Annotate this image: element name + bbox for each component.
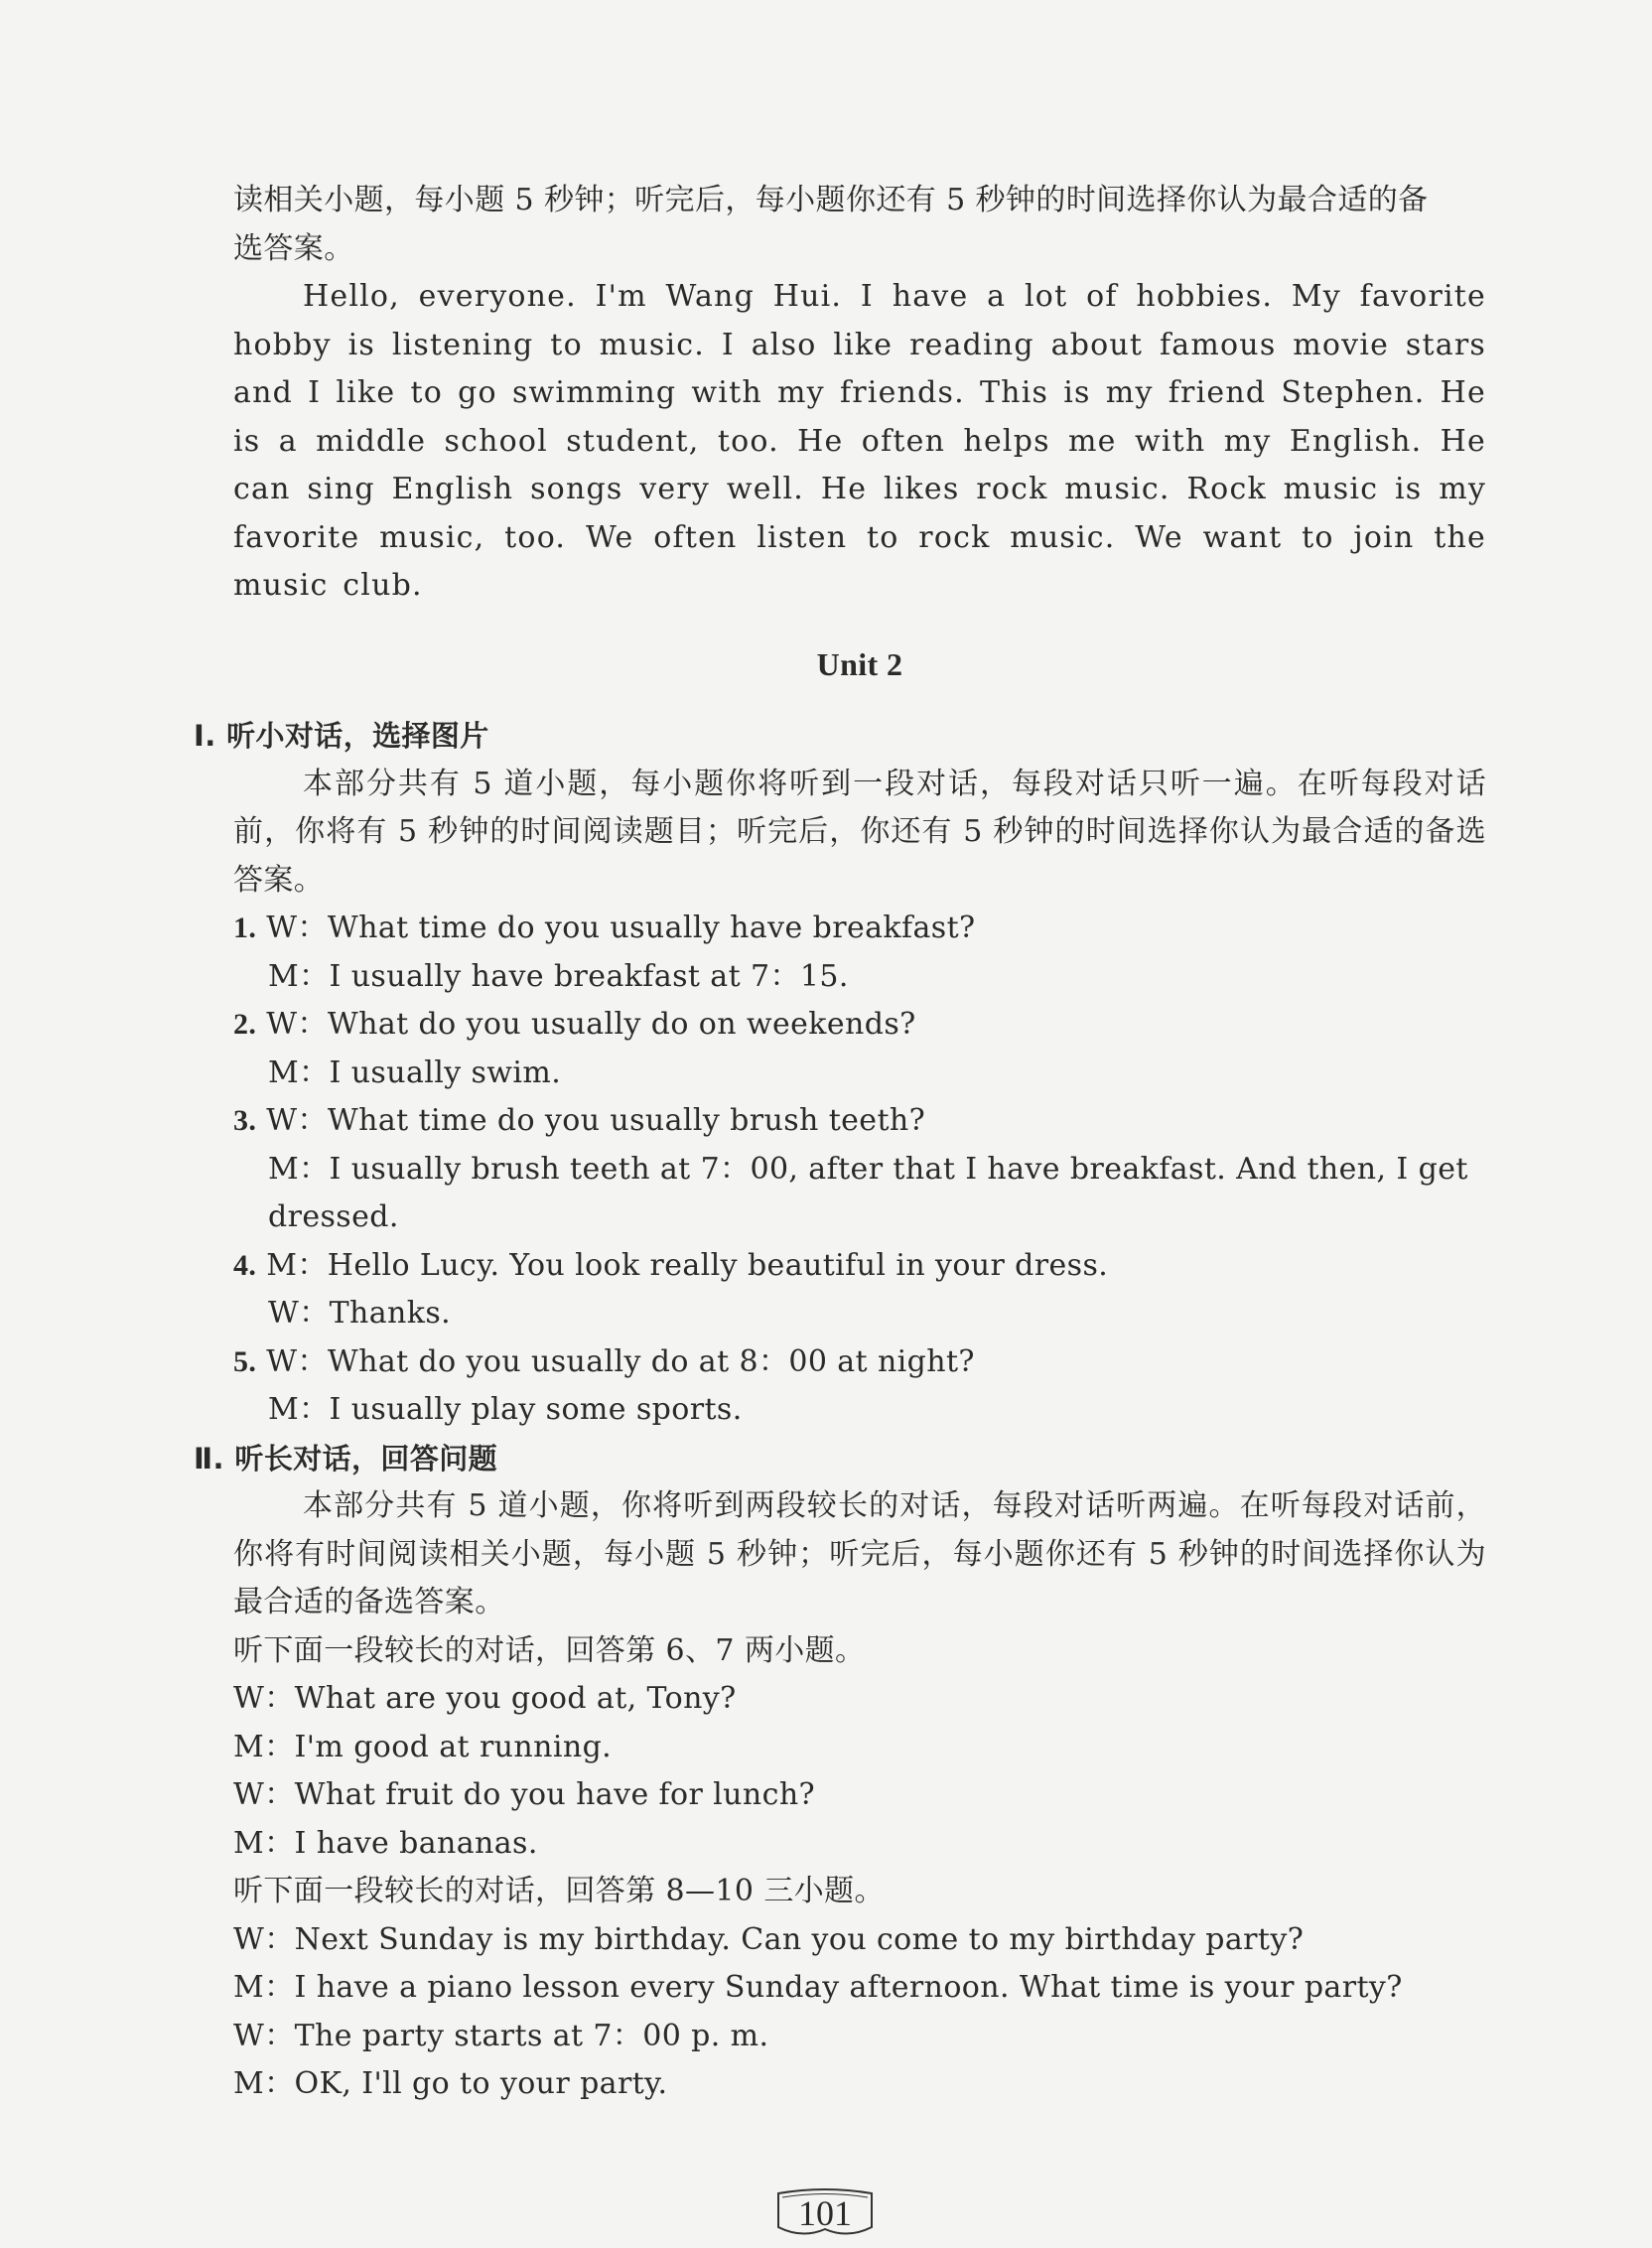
answer-line: M：I usually brush teeth at 7：00, after that I have breakfast. And then, I get bbox=[268, 1151, 1468, 1187]
section-heading-1: Ⅰ. 听小对话，选择图片 bbox=[194, 719, 489, 753]
dialogue-intro: 听下面一段较长的对话，回答第 6、7 两小题。 bbox=[233, 1632, 866, 1668]
question-number: 2. bbox=[233, 1008, 257, 1041]
dialogue-line: M：I have bananas. bbox=[233, 1825, 538, 1861]
question-item bbox=[233, 1242, 1486, 1338]
question-item bbox=[233, 1338, 1486, 1435]
unit-title: Unit 2 bbox=[816, 645, 903, 682]
dialogue-line: M：I have a piano lesson every Sunday afternoon. What time is your party? bbox=[233, 1970, 1403, 2005]
answer-line-continued: dressed. bbox=[268, 1199, 399, 1234]
question-line: W：What do you usually do on weekends? bbox=[266, 1007, 916, 1042]
question-number: 3. bbox=[233, 1104, 257, 1137]
question-item bbox=[233, 905, 1486, 1001]
dialogue-line: W：What are you good at, Tony? bbox=[233, 1681, 737, 1716]
answer-line: M：I usually swim. bbox=[268, 1054, 562, 1090]
question-line: W：What time do you usually have breakfast? bbox=[266, 911, 976, 945]
question-list bbox=[233, 905, 1486, 1435]
listening-passage: Hello, everyone. I'm Wang Hui. I have a lot of hobbies. My favorite hobby is listening to music. I also like reading about famous movie stars and I like to go swimming with my friends. This is my friend Stephen. He is a middle school student, too. He often helps me with my English. He can sing English songs very well. He likes rock music. Rock music is my favorite music, too. We often listen to rock music. We want to join the music club. bbox=[233, 279, 1486, 603]
dialogue-1 bbox=[233, 1675, 1486, 1868]
question-line: W：What time do you usually brush teeth? bbox=[266, 1103, 926, 1138]
answer-line: W：Thanks. bbox=[268, 1296, 452, 1331]
instruction-line: 选答案。 bbox=[233, 230, 354, 266]
question-line: M：Hello Lucy. You look really beautiful in your dress. bbox=[266, 1247, 1109, 1283]
answer-line: M：I usually play some sports. bbox=[268, 1392, 743, 1427]
dialogue-line: M：I'm good at running. bbox=[233, 1729, 613, 1764]
page-number-text: 101 bbox=[798, 2193, 852, 2233]
section-heading-2: Ⅱ. 听长对话，回答问题 bbox=[194, 1441, 498, 1475]
question-item bbox=[233, 1097, 1486, 1242]
page-number bbox=[770, 2187, 880, 2239]
section-instructions-1: 本部分共有 5 道小题，每小题你将听到一段对话，每段对话只听一遍。在听每段对话前，你将有 5 秒钟的时间阅读题目；听完后，你还有 5 秒钟的时间选择你认为最合适的备选答案。 bbox=[233, 766, 1486, 898]
question-line: W：What do you usually do at 8：00 at night? bbox=[266, 1343, 975, 1379]
dialogue-line: M：OK, I'll go to your party. bbox=[233, 2066, 668, 2101]
dialogue-intro: 听下面一段较长的对话，回答第 8—10 三小题。 bbox=[233, 1874, 885, 1908]
answer-line: M：I usually have breakfast at 7：15. bbox=[268, 958, 849, 994]
page-content bbox=[194, 177, 1486, 2109]
dialogue-line: W：The party starts at 7：00 p. m. bbox=[233, 2018, 769, 2053]
question-number: 4. bbox=[233, 1248, 257, 1282]
section-instructions-2: 本部分共有 5 道小题，你将听到两段较长的对话，每段对话听两遍。在听每段对话前，你将有时间阅读相关小题，每小题 5 秒钟；听完后，每小题你还有 5 秒钟的时间选择你认为最合适的备选答案。 bbox=[233, 1488, 1486, 1619]
question-number: 5. bbox=[233, 1344, 257, 1378]
dialogue-line: W：Next Sunday is my birthday. Can you come to my birthday party? bbox=[233, 1921, 1305, 1957]
question-number: 1. bbox=[233, 912, 257, 944]
question-item bbox=[233, 1001, 1486, 1097]
dialogue-2 bbox=[233, 1916, 1486, 2109]
dialogue-line: W：What fruit do you have for lunch? bbox=[233, 1777, 816, 1812]
instruction-line: 读相关小题，每小题 5 秒钟；听完后，每小题你还有 5 秒钟的时间选择你认为最合适的备 bbox=[233, 183, 1429, 217]
instruction-continuation bbox=[233, 177, 1486, 273]
